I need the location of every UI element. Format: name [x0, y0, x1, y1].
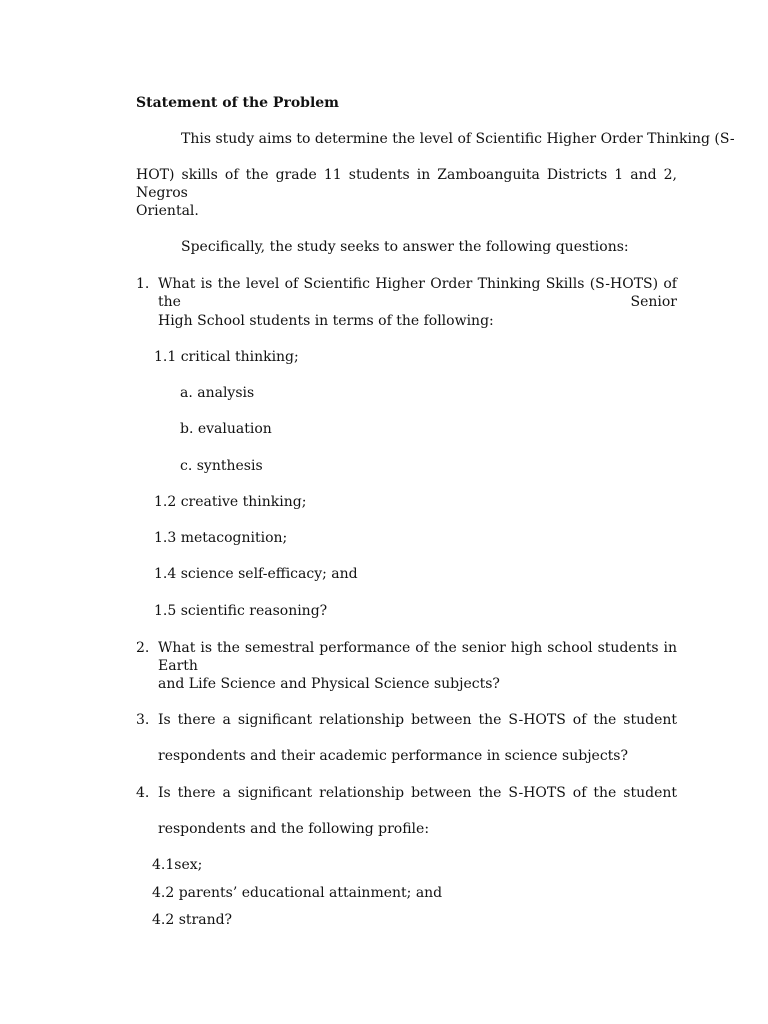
q3-number: 3.	[136, 712, 150, 728]
q4-sub-4-1: 4.1sex;	[152, 857, 203, 873]
q1-sub-1-4: 1.4 science self-efficacy; and	[154, 566, 358, 582]
q1-line-2: High School students in terms of the following:	[158, 313, 494, 329]
q4-line-1: Is there a significant relationship between the S-HOTS of the student	[158, 785, 677, 801]
q2-line-2: and Life Science and Physical Science subjects?	[158, 676, 500, 692]
q4-number: 4.	[136, 785, 150, 801]
specifically-line: Specifically, the study seeks to answer the following questions:	[181, 239, 629, 255]
q1-sub-1-5: 1.5 scientific reasoning?	[154, 603, 328, 619]
q1-sub-1-3: 1.3 metacognition;	[154, 530, 288, 546]
q4-sub-4-3: 4.2 strand?	[152, 912, 233, 928]
q1-number: 1.	[136, 276, 150, 292]
q1-sub-b: b. evaluation	[180, 421, 272, 437]
q2-line-1: What is the semestral performance of the senior high school students in Earth	[158, 640, 677, 674]
q3-line-1: Is there a significant relationship between the S-HOTS of the student	[158, 712, 677, 728]
q4-sub-4-2: 4.2 parents’ educational attainment; and	[152, 885, 443, 901]
q1-sub-1-2: 1.2 creative thinking;	[154, 494, 307, 510]
q1-sub-a: a. analysis	[180, 385, 255, 401]
intro-line-1: This study aims to determine the level of Scientific Higher Order Thinking (S-	[181, 131, 735, 147]
q1-sub-c: c. synthesis	[180, 458, 263, 474]
section-heading: Statement of the Problem	[136, 95, 339, 111]
intro-line-2: HOT) skills of the grade 11 students in Zamboanguita Districts 1 and 2, Negros	[136, 167, 677, 201]
intro-line-3: Oriental.	[136, 203, 199, 219]
q2-number: 2.	[136, 640, 150, 656]
q4-line-2: respondents and the following profile:	[158, 821, 430, 837]
q1-sub-1-1: 1.1 critical thinking;	[154, 349, 299, 365]
q1-line-1: What is the level of Scientific Higher Order Thinking Skills (S-HOTS) of the Senior	[158, 276, 677, 310]
q3-line-2: respondents and their academic performance in science subjects?	[158, 748, 628, 764]
